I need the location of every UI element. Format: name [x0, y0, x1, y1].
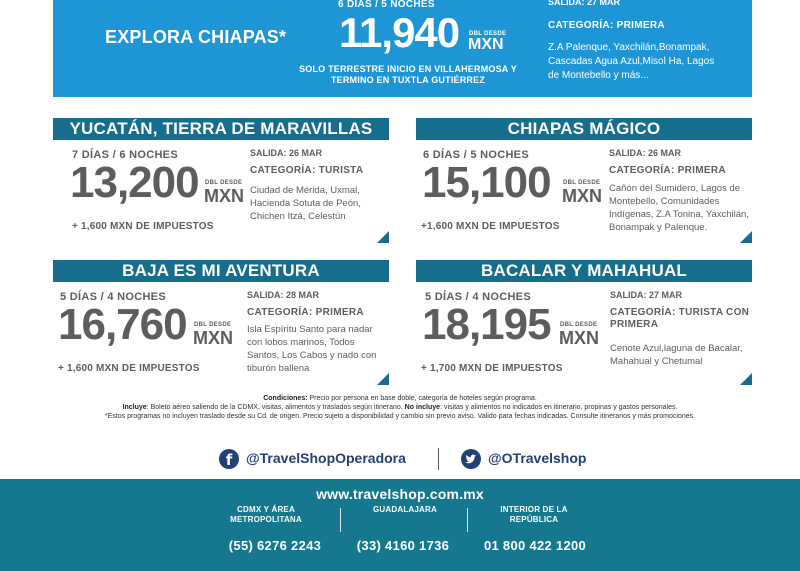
conditions-line-3: *Estos programas no incluyen traslado desde su Cd. de origen. Precio sujeto a disponibilidad y cambio sin previo aviso. Valido para fechas indicadas. Consulte itinerarios y más promociones. [104, 413, 696, 420]
package-card-chiapas-magico[interactable] [416, 118, 752, 243]
package-departure: SALIDA: 28 MAR [247, 290, 320, 300]
conditions-line-1 [60, 394, 740, 403]
package-destinations: Cenote Azul,laguna de Bacalar, Mahahual y Chetumal [610, 343, 743, 367]
package-currency: MXN [559, 328, 599, 348]
conditions-line-2 [60, 403, 740, 412]
package-title: BAJA ES MI AVENTURA [53, 260, 389, 282]
package-title: YUCATÁN, TIERRA DE MARAVILLAS [53, 118, 389, 140]
package-title: CHIAPAS MÁGICO [416, 118, 752, 140]
package-departure: SALIDA: 26 MAR [250, 148, 323, 158]
social-links [0, 448, 800, 470]
conditions-label: Condiciones: [263, 395, 308, 402]
corner-arrow-icon[interactable] [377, 373, 389, 385]
package-departure: SALIDA: 27 MAR [610, 290, 683, 300]
banner-nights: 6 DÍAS / 5 NOCHES [338, 0, 435, 10]
package-destinations: Ciudad de Mérida, Uxmal, Hacienda Sotuta de Peón, Chichen Itzá, Celestún [250, 185, 361, 222]
phone-cdmx[interactable]: (55) 6276 2243 [228, 538, 322, 553]
package-currency: MXN [204, 186, 244, 206]
region-label-cdmx: CDMX Y ÁREA METROPOLITANA [230, 505, 302, 524]
package-category: CATEGORÍA: PRIMERA [609, 165, 726, 176]
package-currency: MXN [562, 186, 602, 206]
region-divider [340, 508, 341, 532]
excludes-detail: : visitas y alimentos no indicados en itinerario, propinas y gastos personales. [440, 404, 678, 411]
contact-footer [0, 479, 800, 571]
region-label-guadalajara: GUADALAJARA [373, 505, 437, 514]
facebook-handle-link[interactable]: @TravelShopOperadora [246, 450, 406, 466]
conditions-detail: Precio por persona en base doble, categoría de hoteles según programa. [307, 395, 537, 402]
facebook-icon-letter: f [225, 451, 233, 469]
phone-interior[interactable]: 01 800 422 1200 [483, 538, 587, 553]
package-taxes: +1,600 MXN DE IMPUESTOS [421, 221, 560, 232]
includes-detail: : Boleto aéreo saliendo de la CDMX, visitas, alimentos y traslados según itinerario. [146, 404, 405, 411]
banner-dbl-label: DBL DESDE [469, 31, 507, 37]
package-price: 18,195 [422, 300, 551, 349]
package-departure: SALIDA: 26 MAR [609, 148, 682, 158]
package-dbl-label: DBL DESDE [205, 180, 243, 186]
banner-currency: MXN [468, 36, 504, 53]
package-price: 15,100 [422, 158, 551, 207]
facebook-icon[interactable] [219, 449, 239, 469]
package-card-yucatan[interactable] [53, 118, 389, 243]
twitter-bird-icon [461, 449, 481, 469]
package-destinations: Isla Espíritu Santo para nadar con lobos marinos, Todos Santos, Los Cabos y nado con tiburón ballena [247, 324, 377, 374]
banner-departure: SALIDA: 27 MAR [548, 0, 621, 7]
package-taxes: + 1,600 MXN DE IMPUESTOS [72, 221, 214, 232]
banner-price: 11,940 [339, 9, 460, 56]
package-card-bacalar[interactable] [416, 260, 752, 385]
twitter-icon[interactable] [461, 449, 481, 469]
twitter-handle-link[interactable]: @OTravelshop [488, 450, 587, 466]
package-dbl-label: DBL DESDE [560, 322, 598, 328]
package-destinations: Cañón del Sumidero, Lagos de Montebello, Comunidades Indígenas, Z.A Tonina, Yaxchilán, Bonampak y Palenque. [609, 183, 749, 233]
website-link[interactable]: www.travelshop.com.mx [316, 486, 484, 502]
includes-label: Incluye [122, 404, 147, 411]
package-nights: 6 DÍAS / 5 NOCHES [423, 149, 529, 161]
banner-category: CATEGORÍA: PRIMERA [548, 20, 665, 31]
package-nights: 5 DÍAS / 4 NOCHES [425, 291, 531, 303]
package-nights: 5 DÍAS / 4 NOCHES [60, 291, 166, 303]
phone-guadalajara[interactable]: (33) 4160 1736 [356, 538, 450, 553]
package-category: CATEGORÍA: TURISTA CON PRIMERA [610, 307, 750, 330]
package-dbl-label: DBL DESDE [563, 180, 601, 186]
package-category: CATEGORÍA: PRIMERA [247, 307, 364, 318]
package-dbl-label: DBL DESDE [194, 322, 232, 328]
package-title: BACALAR Y MAHAHUAL [416, 260, 752, 282]
region-label-interior: INTERIOR DE LA REPÚBLICA [500, 505, 568, 524]
banner-note: SOLO TERRESTRE INICIO EN VILLAHERMOSA Y TERMINO EN TUXTLA GUTIÉRREZ [299, 64, 517, 85]
package-nights: 7 DÍAS / 6 NOCHES [72, 149, 178, 161]
corner-arrow-icon[interactable] [377, 231, 389, 243]
package-card-baja[interactable] [53, 260, 389, 385]
package-price: 16,760 [58, 300, 187, 349]
excludes-label: No incluye [404, 404, 441, 411]
package-currency: MXN [193, 328, 233, 348]
social-divider [438, 448, 439, 470]
package-taxes: + 1,600 MXN DE IMPUESTOS [58, 363, 200, 374]
package-price: 13,200 [70, 158, 199, 207]
package-category: CATEGORÍA: TURISTA [250, 165, 364, 176]
corner-arrow-icon[interactable] [740, 231, 752, 243]
banner-destinations: Z.A Palenque, Yaxchilán,Bonampak, Cascadas Agua Azul,Misol Ha, Lagos de Montebello y más... [548, 42, 715, 81]
package-taxes: + 1,700 MXN DE IMPUESTOS [421, 363, 563, 374]
region-divider [467, 508, 468, 532]
banner-title: EXPLORA CHIAPAS* [105, 27, 287, 47]
featured-banner[interactable] [53, 0, 752, 97]
conditions-text [60, 394, 740, 421]
corner-arrow-icon[interactable] [740, 373, 752, 385]
